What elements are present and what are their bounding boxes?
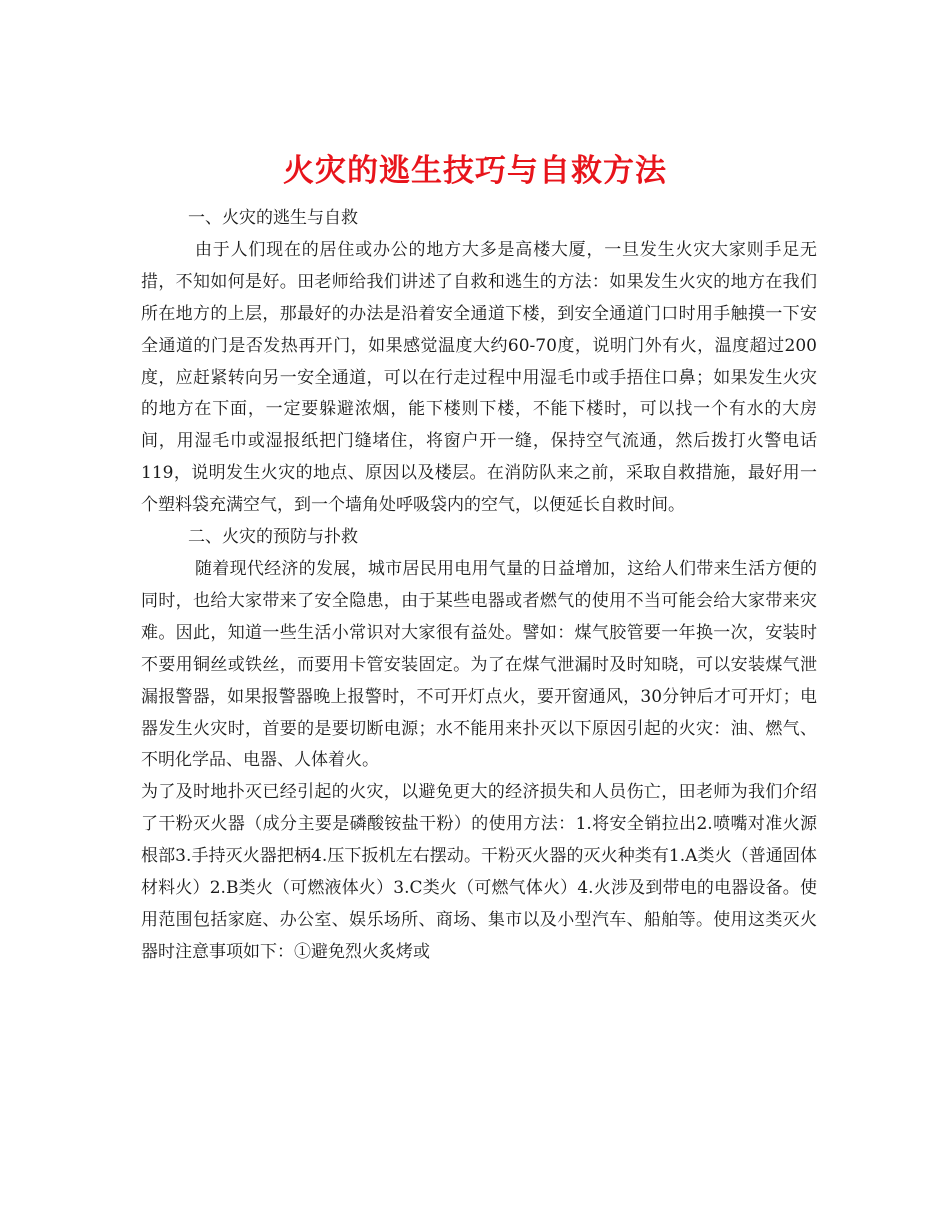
section-heading-prevention: 二、火灾的预防与扑救 [188,527,358,548]
document-body [141,203,817,969]
section-heading-escape: 一、火灾的逃生与自救 [188,208,358,228]
paragraph-escape-methods: 由于人们现在的居住或办公的地方大多是高楼大厦，一旦发生火灾大家则手足无措，不知如何是好。田老师给我们讲述了自救和逃生的方法：如果发生火灾的地方在我们所在地方的上层，那最好的办法是沿着安全通道下楼，到安全通道门口时用手触摸一下安全通道的门是否发热再开门，如果感觉温度大约60-70度，说明门外有火，温度超过200度，应赶紧转向另一安全通道，可以在行走过程中用湿毛巾或手捂住口鼻；如果发生火灾的地方在下面，一定要躲避浓烟，能下楼则下楼，不能下楼时，可以找一个有水的大房间，用湿毛巾或湿报纸把门缝堵住，将窗户开一缝，保持空气流通，然后拨打火警电话119，说明发生火灾的地点、原因以及楼层。在消防队来之前，采取自救措施，最好用一个塑料袋充满空气，到一个墙角处呼吸袋内的空气，以便延长自救时间。 [141,239,817,516]
paragraph-prevention-tips: 随着现代经济的发展，城市居民用电用气量的日益增加，这给人们带来生活方便的同时，也给大家带来了安全隐患，由于某些电器或者燃气的使用不当可能会给大家带来灾难。因此，知道一些生活小常识对大家很有益处。譬如：煤气胶管要一年换一次，安装时不要用铜丝或铁丝，而要用卡管安装固定。为了在煤气泄漏时及时知晓，可以安装煤气泄漏报警器，如果报警器晚上报警时，不可开灯点火，要开窗通风，30分钟后才可开灯；电器发生火灾时，首要的是要切断电源；水不能用来扑灭以下原因引起的火灾：油、燃气、不明化学品、电器、人体着火。 [141,558,817,771]
document-title: 火灾的逃生技巧与自救方法 [283,152,667,189]
paragraph-extinguisher-usage: 为了及时地扑灭已经引起的火灾，以避免更大的经济损失和人员伤亡，田老师为我们介绍了干粉灭火器（成分主要是磷酸铵盐干粉）的使用方法：1.将安全销拉出2.喷嘴对准火源根部3.手持灭火器把柄4.压下扳机左右摆动。干粉灭火器的灭火种类有1.A类火（普通固体材料火）2.B类火（可燃液体火）3.C类火（可燃气体火）4.火涉及到带电的电器设备。使用范围包括家庭、办公室、娱乐场所、商场、集市以及小型汽车、船舶等。使用这类灭火器时注意事项如下：①避免烈火炙烤或 [141,782,817,962]
